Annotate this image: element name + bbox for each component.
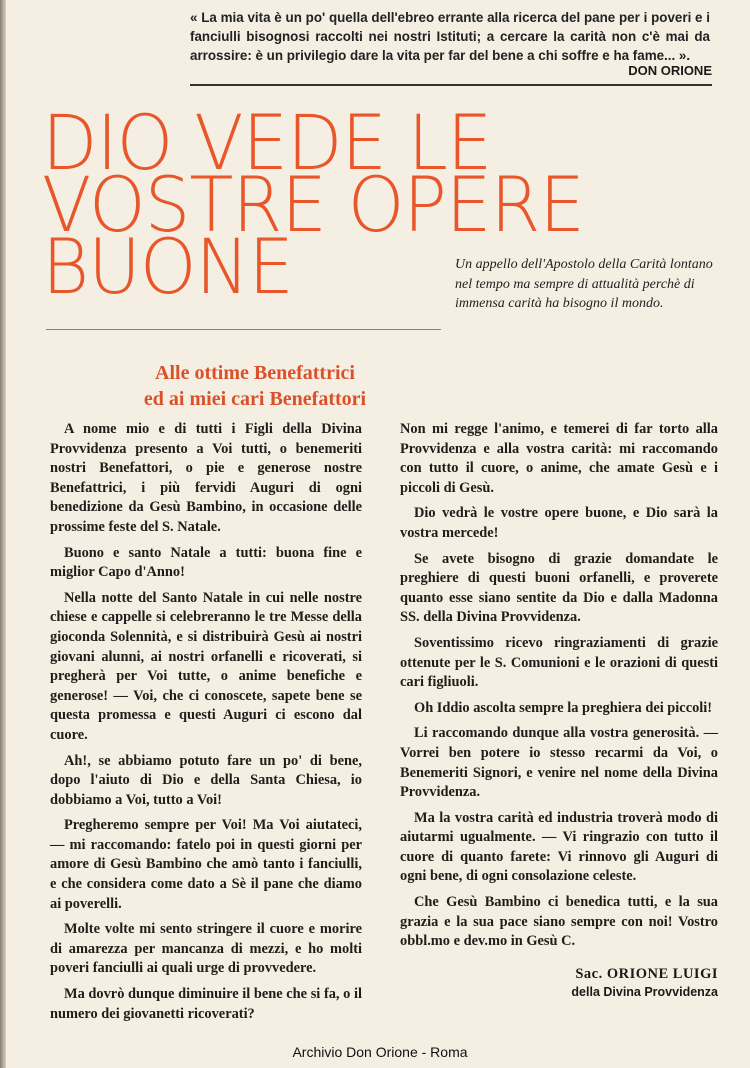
quote-author: DON ORIONE <box>628 63 712 78</box>
headline-divider <box>46 329 441 330</box>
paragraph: Oh Iddio ascolta sempre la preghiera dei piccoli! <box>414 699 713 716</box>
paragraph: Li raccomando dunque alla vostra generosità. — Vorrei ben potere io stesso recarmi da Voi, o Benemeriti Signori, e venire nel nome della Divina Provvidenza. <box>400 725 718 801</box>
paragraph: A nome mio e di tutti i Figli della Divina Provvidenza presento a Voi tutti, o benemeriti nostri Benefattori, o pie e generose nostre Benefattrici, i più fervidi Auguri di ogni benedizione da Gesù Bambino, in occasione delle prossime feste del S. Natale. <box>50 421 362 535</box>
salutation <box>80 360 430 412</box>
paragraph: Che Gesù Bambino ci benedica tutti, e la sua grazia e la sua pace siano sempre con noi! Vostro obbl.mo e dev.mo in Gesù C. <box>400 894 718 950</box>
paragraph: Buono e santo Natale a tutti: buona fine e miglior Capo d'Anno! <box>50 544 362 581</box>
subtitle: Un appello dell'Apostolo della Carità lontano nel tempo ma sempre di attualità perchè di immensa carità ha bisogno il mondo. <box>455 257 713 311</box>
body-column-right <box>400 420 718 958</box>
paragraph: Se avete bisogno di grazie domandate le preghiere di questi buoni orfanelli, e proverete quanto esse siano sentite da Dio e dalla Madonna SS. della Divina Provvidenza. <box>400 550 718 626</box>
paragraph: Pregheremo sempre per Voi! Ma Voi aiutateci, — mi raccomando: fatelo poi in questi giorni per amore di Gesù Bambino che amò tanto i fanciulli, e che considera come dato a Sè il pane che diamo ai poverelli. <box>50 817 362 912</box>
signature <box>540 966 720 999</box>
headline-line-2: VOSTRE OPERE <box>42 160 584 249</box>
paragraph: Dio vedrà le vostre opere buone, e Dio sarà la vostra mercede! <box>400 505 718 541</box>
page-edge <box>0 0 6 1068</box>
salutation-line-1: Alle ottime Benefattrici <box>155 362 355 384</box>
headline-line-3: BUONE <box>42 222 293 311</box>
quote-divider <box>190 84 712 86</box>
headline-line-1: DIO VEDE LE <box>42 98 492 187</box>
paragraph: Ah!, se abbiamo potuto fare un po' di bene, dopo l'aiuto di Dio e della Santa Chiesa, io dobbiamo a Voi, tutto a Voi! <box>50 752 362 808</box>
body-column-left <box>50 420 362 1030</box>
paragraph: Ma la vostra carità ed industria troverà modo di aiutarmi ugualmente. — Vi ringrazio con tutto il cuore di quanto farete: Vi rinnovo gli Auguri di ogni bene, di ogni consolazione celeste. <box>400 809 718 885</box>
paragraph: Ma dovrò dunque diminuire il bene che si fa, o il numero dei giovanetti ricoverati? <box>50 986 362 1022</box>
paragraph: Nella notte del Santo Natale in cui nelle nostre chiese e cappelle si celebreranno le tre Messe della gioconda Solennità, e si distribuirà Gesù ai nostri giovani alunni, ai nostri orfanelli e ricoverati, si pregherà per Voi tutte, o anime benefiche e generose! — Voi, che ci conoscete, sapete bene se questa promessa e questi Auguri ci escono dal cuore. <box>50 589 362 743</box>
archive-footer: Archivio Don Orione - Roma <box>292 1044 468 1060</box>
quote-text: « La mia vita è un po' quella dell'ebreo errante alla ricerca del pane per i poveri e i fanciulli bisognosi raccolti nei nostri Istituti; a cercare la carità non c'è mai da arrossire: è un privilegio dare la vita per far del bene a chi soffre e ha fame... ». <box>190 10 710 63</box>
paragraph: Molte volte mi sento stringere il cuore e morire di amarezza per mancanza di mezzi, e ho molti poveri fanciulli ai quali urge di provvedere. <box>50 921 362 977</box>
signature-name: Sac. ORIONE LUIGI <box>575 966 718 982</box>
paragraph: Soventissimo ricevo ringraziamenti di grazie ottenute per le S. Comunioni e le orazioni di questi cari figliuoli. <box>400 634 718 691</box>
salutation-line-2: ed ai miei cari Benefattori <box>143 388 367 410</box>
paragraph-continued: Non mi regge l'animo, e temerei di far torto alla Provvidenza e alla vostra carità: mi raccomando con tutto il cuore, o anime, che amate Gesù e i piccoli di Gesù. <box>400 421 718 496</box>
signature-role: della Divina Provvidenza <box>571 985 718 999</box>
